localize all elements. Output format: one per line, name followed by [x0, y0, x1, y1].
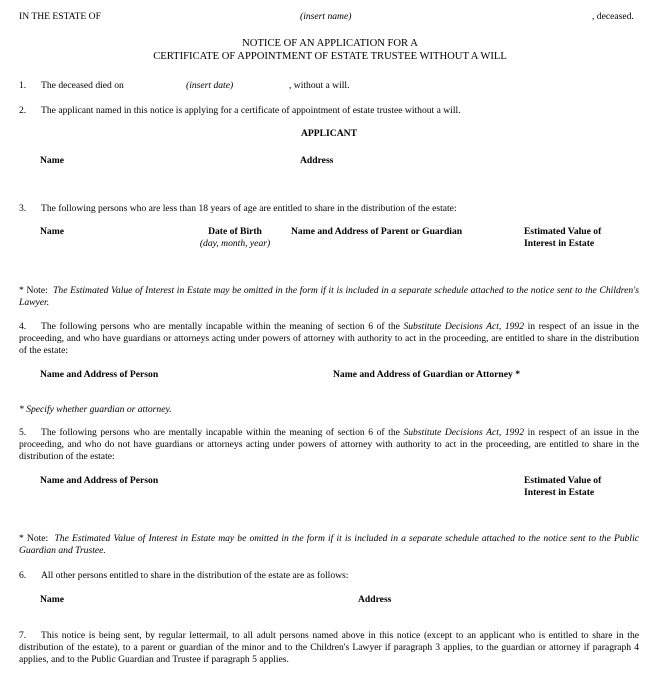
paragraph-4-text-a: The following persons who are mentally incapable within the meaning of section 6 of the	[41, 321, 400, 332]
note-2-prefix: * Note:	[19, 533, 49, 544]
paragraph-1	[19, 80, 124, 91]
minors-dob-format: (day, month, year)	[199, 238, 271, 249]
paragraph-6-text: All other persons entitled to share in the distribution of the estate are as follows:	[41, 570, 349, 581]
applicant-heading: APPLICANT	[301, 128, 357, 139]
note-1-prefix: * Note:	[19, 285, 48, 296]
paragraph-4	[19, 321, 639, 357]
paragraph-3	[19, 203, 457, 214]
paragraph-2-text: The applicant named in this notice is applying for a certificate of appointment of estate trustee without a will.	[41, 105, 461, 116]
others-name-header: Name	[40, 594, 64, 605]
paragraph-1-text: The deceased died on	[41, 80, 124, 91]
paragraph-3-text: The following persons who are less than 18 years of age are entitled to share in the distribution of the estate:	[41, 203, 457, 214]
paragraph-2-number: 2.	[19, 105, 27, 116]
note-1-text: The Estimated Value of Interest in Estate may be omitted in the form if it is included in a separate schedule attached to the notice sent to the Children's Lawyer.	[19, 285, 639, 308]
insert-name-hint: (insert name)	[300, 11, 352, 22]
incapable-guardian-header: Name and Address of Guardian or Attorney *	[333, 369, 521, 380]
paragraph-1-suffix: , without a will.	[289, 80, 350, 91]
others-address-header: Address	[358, 594, 392, 605]
incapable-person-header: Name and Address of Person	[40, 475, 159, 486]
minors-value-header-2: Interest in Estate	[524, 238, 595, 249]
paragraph-5-act: Substitute Decisions Act, 1992	[403, 427, 525, 438]
paragraph-7-number: 7.	[19, 630, 27, 641]
paragraph-4-act: Substitute Decisions Act, 1992	[403, 321, 525, 332]
paragraph-7	[19, 630, 639, 666]
paragraph-5-number: 5.	[19, 427, 27, 438]
minors-value-header-1: Estimated Value of	[524, 226, 602, 237]
paragraph-6	[19, 570, 348, 581]
paragraph-7-text: This notice is being sent, by regular lettermail, to all adult persons named above in this notice (except to an applicant who is entitled to share in the distribution of the estate), to a parent or guardian of the minor and to the Children's Lawyer if paragraph 3 applies, to the guardian or attorney if paragraph 4 applies, and to the Public Guardian and Trustee if paragraph 5 applies.	[19, 630, 639, 665]
incapable-value-header-2: Interest in Estate	[524, 487, 595, 498]
applicant-name-header: Name	[40, 155, 64, 166]
paragraph-5-text-a: The following persons who are mentally incapable within the meaning of section 6 of the	[41, 427, 400, 438]
paragraph-3-number: 3.	[19, 203, 27, 214]
insert-date-hint: (insert date)	[186, 80, 234, 91]
note-public-guardian	[19, 533, 639, 557]
title-line-1: NOTICE OF AN APPLICATION FOR A	[242, 38, 418, 49]
deceased-suffix: , deceased.	[592, 11, 634, 22]
paragraph-6-number: 6.	[19, 570, 27, 581]
incapable-value-header-1: Estimated Value of	[524, 475, 602, 486]
note-2-text: The Estimated Value of Interest in Estate may be omitted in the form if it is included in a separate schedule attached to the notice sent to the Public Guardian and Trustee.	[19, 533, 639, 556]
note-childrens-lawyer	[19, 285, 639, 309]
applicant-address-header: Address	[300, 155, 334, 166]
title-line-2: CERTIFICATE OF APPOINTMENT OF ESTATE TRUSTEE WITHOUT A WILL	[153, 51, 507, 62]
minors-parent-header: Name and Address of Parent or Guardian	[291, 226, 463, 237]
specify-guardian-note: * Specify whether guardian or attorney.	[19, 404, 172, 415]
estate-prefix: IN THE ESTATE OF	[19, 11, 101, 22]
minors-dob-header: Date of Birth	[208, 226, 262, 237]
paragraph-5	[19, 427, 639, 463]
paragraph-1-number: 1.	[19, 80, 27, 91]
minors-name-header: Name	[40, 226, 64, 237]
incapable-guardian-person-header: Name and Address of Person	[40, 369, 159, 380]
paragraph-4-number: 4.	[19, 321, 27, 332]
paragraph-4-text-b: in respect of an issue in the proceeding, and who have guardians or attorneys acting under powers of attorney with authority to act in the proceeding, are entitled to share in the distribution of the estate:	[19, 321, 639, 356]
paragraph-2	[19, 105, 461, 116]
paragraph-5-text-b: in respect of an issue in the proceeding, and who do not have guardians or attorneys acting under powers of attorney with authority to act in the proceeding, are entitled to share in the distribution of the estate:	[19, 427, 639, 462]
